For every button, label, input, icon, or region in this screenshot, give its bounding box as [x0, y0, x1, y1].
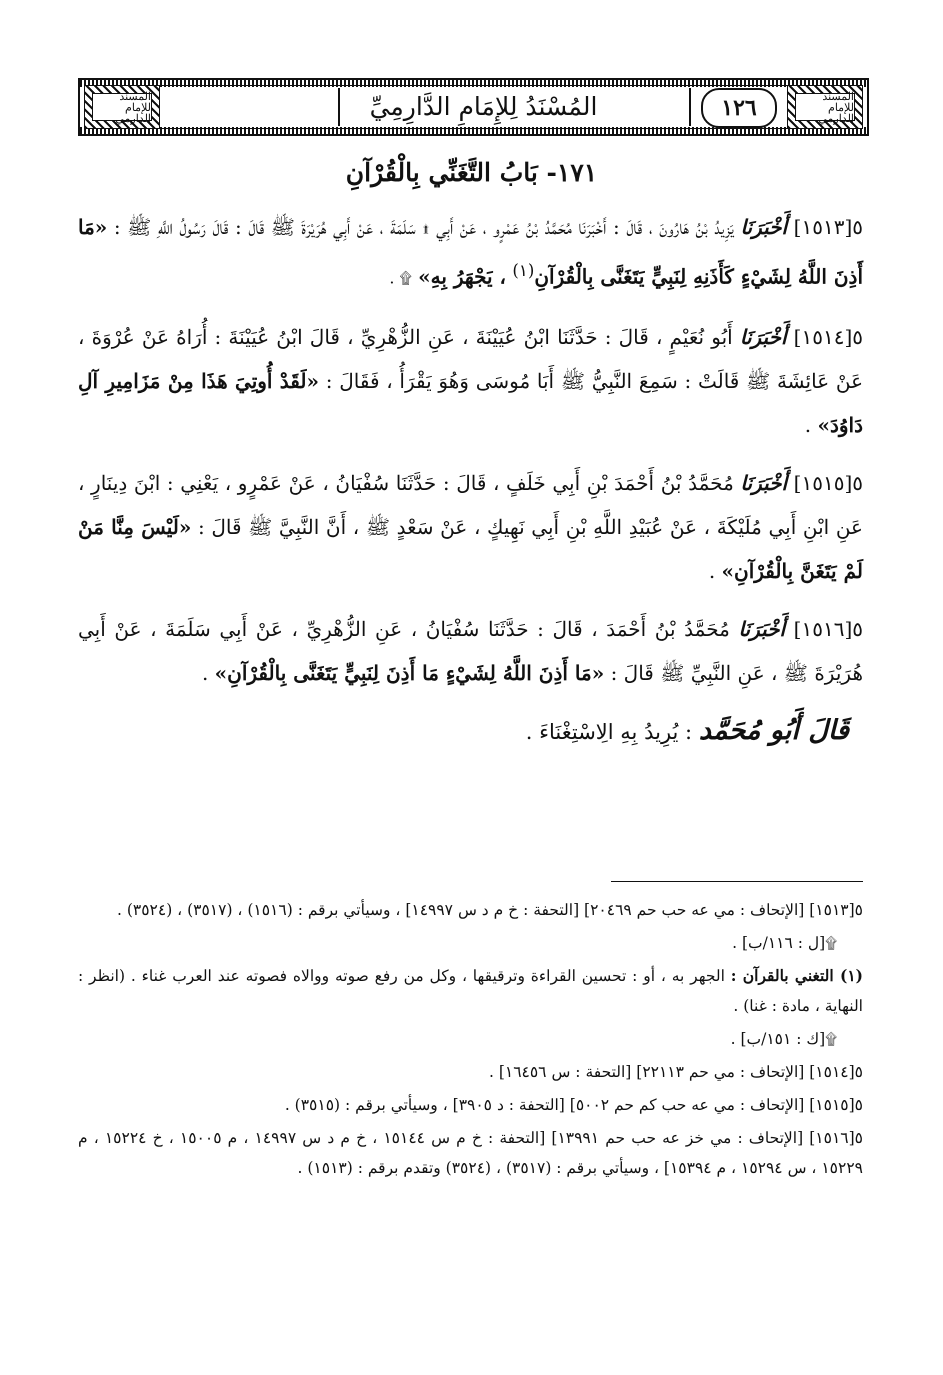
- hadith-number: ٥[١٥١٣]: [793, 215, 863, 239]
- footnote-text: الجهر به ، أو : تحسين القراءة وترقيقها ، وكل من رفع صوته ووالاه فصوته عند العرب غناء . (انظر : النهاية ، مادة : غنا) .: [78, 967, 863, 1015]
- main-text: [78, 205, 863, 754]
- seal-logo: المسند للإمام الدارمي: [795, 93, 855, 121]
- book-title: المُسْنَدُ لِلإِمَامِ الدَّارِمِيِّ: [369, 91, 598, 121]
- matn: «مَا أَذِنَ اللَّهُ لِشَيْءٍ مَا أَذِنَ لِنَبِيٍّ يَتَغَنَّى بِالْقُرْآنِ»: [214, 660, 605, 685]
- footnote-term: (١) التغني بالقرآن :: [730, 966, 863, 985]
- narration-verb: أَخْبَرَنَا: [740, 470, 788, 495]
- hadith-1514: [78, 315, 863, 447]
- author-comment-text: : يُرِيدُ بِهِ الِاسْتِغْنَاءَ .: [525, 719, 693, 744]
- footnote-ref: (١): [512, 261, 535, 280]
- hadith-end: .: [804, 412, 812, 437]
- matn: «لَيْسَ مِنَّا مَنْ لَمْ يَتَغَنَّ بِالْقُرْآنِ»: [78, 514, 863, 583]
- author-name: قَالَ أَبُو مُحَمَّد: [698, 714, 849, 746]
- footnote-manuscript-ref: ۩[ك : ١٥١/ب] .: [730, 1030, 837, 1048]
- hadith-number: ٥[١٥١٦]: [793, 616, 864, 641]
- matn: «مَا أَذِنَ اللَّهُ لِشَيْءٍ كَأَذَنِهِ لِنَبِيٍّ يَتَغَنَّى بِالْقُرْآنِ: [78, 215, 863, 289]
- hadith-1516: [78, 607, 863, 695]
- header-ornament-right: [787, 85, 863, 129]
- footnote-separator: [611, 881, 863, 882]
- isnad: يَزِيدُ بْنُ هَارُونَ ، قَالَ : أَخْبَرَنَا مُحَمَّدُ بْنُ عَمْرٍو ، عَنْ أَبِي ۩ سَلَمَةَ ، عَنْ أَبِي هُرَيْرَةَ ﷺ قَالَ : قَالَ رَسُولُ اللَّهِ ﷺ :: [113, 215, 734, 239]
- hadith-end: .: [201, 660, 209, 685]
- header-ornament-left: [84, 85, 160, 129]
- chapter-title: ١٧١- بَابُ التَّغَنِّي بِالْقُرْآنِ: [345, 158, 598, 187]
- footnote-takhrij-1515: ٥[١٥١٥] [الإتحاف : مي عه حب كم حم ٥٠٠٢] [التحفة : د ٣٩٠٥] ، وسيأتي برقم : (٣٥١٥) .: [284, 1096, 863, 1114]
- author-comment: [78, 709, 863, 754]
- footnote-takhrij-1516: ٥[١٥١٦] [الإتحاف : مي خز عه حب حم ١٣٩٩١] [التحفة : خ م س ١٥١٤٤ ، خ م د س ١٤٩٩٧ ، م ١٥٠٠٥ ، خ ١٥٢٢٤ ، م ١٥٢٢٩ ، س ١٥٢٩٤ ، م ١٥٣٩٤] ، وسيأتي برقم : (٣٥١٧) ، (٣٥٢٤) وتقدم برقم : (١٥١٣) .: [78, 1129, 863, 1177]
- isnad: مُحَمَّدُ بْنُ أَحْمَدَ بْنِ أَبِي خَلَفٍ ، قَالَ : حَدَّثَنَا سُفْيَانُ ، عَنْ عَمْرٍو ، يَعْنِي : ابْنَ دِينَارٍ ، عَنِ ابْنِ أَبِي مُلَيْكَةَ ، عَنْ عُبَيْدِ اللَّهِ بْنِ أَبِي نَهِيكٍ ، عَنْ سَعْدٍ ﷺ ، أَنَّ النَّبِيَّ ﷺ قَالَ :: [78, 470, 863, 539]
- running-header: [78, 78, 869, 136]
- header-divider: [689, 88, 691, 126]
- matn: «لَقَدْ أُوتِيَ هَذَا مِنْ مَزَامِيرِ آلِ دَاوُدَ»: [78, 368, 863, 437]
- footnote-takhrij-1514: ٥[١٥١٤] [الإتحاف : مي حم ٢٢١١٣] [التحفة : س ١٦٤٥٦] .: [488, 1063, 863, 1081]
- hadith-end: ۩ .: [389, 268, 412, 288]
- hadith-1513: [78, 205, 863, 301]
- footnote-manuscript-ref: ۩[ل : ١١٦/ب] .: [732, 934, 837, 952]
- isnad: مُحَمَّدُ بْنُ أَحْمَدَ ، قَالَ : حَدَّثَنَا سُفْيَانُ ، عَنِ الزُّهْرِيِّ ، عَنْ أَبِي سَلَمَةَ ، عَنْ أَبِي هُرَيْرَةَ ﷺ ، عَنِ النَّبِيِّ ﷺ قَالَ :: [78, 616, 863, 685]
- footnote-takhrij-1513: ٥[١٥١٣] [الإتحاف : مي عه حب حم ٢٠٤٦٩] [التحفة : خ م د س ١٤٩٩٧] ، وسيأتي برقم : (١٥١٦) ، (٣٥١٧) ، (٣٥٢٤) .: [116, 901, 863, 919]
- narration-verb: أَخْبَرَنَا: [738, 616, 786, 641]
- seal-logo: المسند للإمام الدارمي: [92, 93, 152, 121]
- page-number: ١٢٦: [701, 88, 777, 128]
- footnotes: [78, 895, 863, 1186]
- hadith-number: ٥[١٥١٤]: [793, 324, 863, 349]
- hadith-number: ٥[١٥١٥]: [793, 470, 864, 495]
- hadith-1515: [78, 461, 863, 593]
- narration-verb: أَخْبَرَنَا: [739, 324, 787, 349]
- hadith-end: .: [708, 558, 716, 583]
- header-divider: [338, 88, 340, 126]
- footnote-1: [78, 961, 863, 1021]
- narration-verb: أَخْبَرَنَا: [740, 215, 788, 239]
- matn-cont: ، يَجْهَرُ بِهِ»: [418, 264, 506, 289]
- isnad: أَبُو نُعَيْمٍ ، قَالَ : حَدَّثَنَا ابْنُ عُيَيْنَةَ ، عَنِ الزُّهْرِيِّ ، قَالَ ابْنُ عُيَيْنَةَ : أُرَاهُ عَنْ عُرْوَةَ ، عَنْ عَائِشَةَ ﷺ قَالَتْ : سَمِعَ النَّبِيُّ ﷺ أَبَا مُوسَى وَهُوَ يَقْرَأُ ، فَقَالَ :: [78, 324, 864, 393]
